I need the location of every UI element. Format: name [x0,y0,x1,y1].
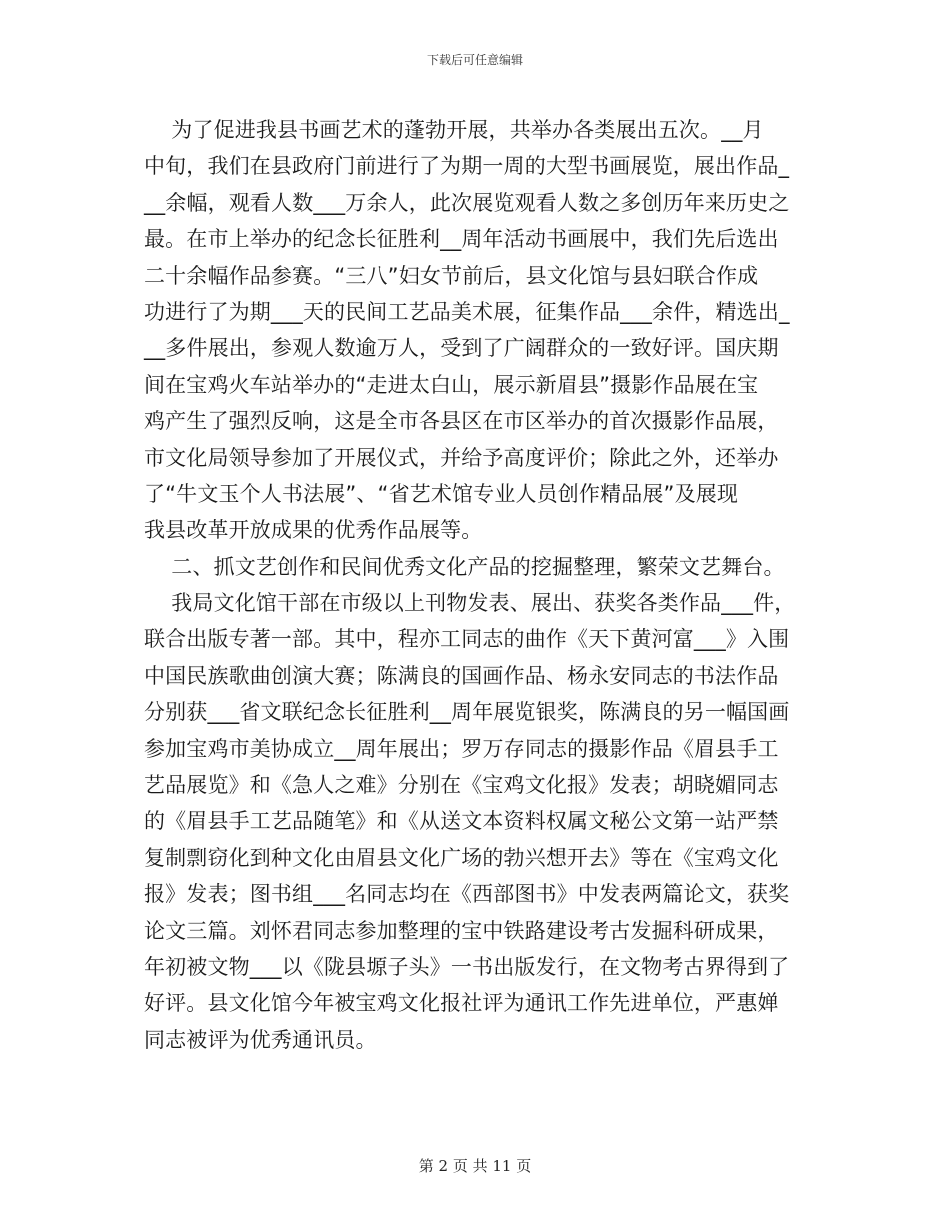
text-line: 分别获___省文联纪念长征胜利__周年展览银奖，陈满良的另一幅国画 [144,700,790,725]
text-line: 我局文化馆干部在市级以上刊物发表、展出、获奖各类作品___件， [144,591,796,616]
text-line: 联合出版专著一部。其中，程亦工同志的曲作《天下黄河富___》入围 [144,627,790,652]
text-line: __多件展出，参观人数逾万人，受到了广阔群众的一致好评。国庆期 [144,336,779,361]
text-line: 二十余幅作品参赛。“三八”妇女节前后，县文化馆与县妇联合作成 [144,263,759,288]
text-line: 功进行了为期___天的民间工艺品美术展，征集作品___余件，精选出_ [144,299,790,324]
text-line: __余幅，观看人数___万余人，此次展览观看人数之多创历年来历史之 [144,190,790,215]
text-line: 了“牛文玉个人书法展”、“省艺术馆专业人员创作精品展”及展现 [144,481,739,506]
text-line: 报》发表；图书组___名同志均在《西部图书》中发表两篇论文，获奖 [144,882,790,907]
text-line: 中旬，我们在县政府门前进行了为期一周的大型书画展览，展出作品_ [144,154,790,179]
document-body [144,112,844,1058]
page-number-footer: 第 2 页 共 11 页 [418,1157,532,1175]
text-line: 市文化局领导参加了开展仪式，并给予高度评价；除此之外，还举办 [144,445,779,470]
text-line: 论文三篇。刘怀君同志参加整理的宝中铁路建设考古发掘科研成果， [144,918,779,943]
page-header-note: 下载后可任意编辑 [426,53,523,67]
text-line: 年初被文物___以《陇县塬子头》一书出版发行，在文物考古界得到了 [144,954,790,979]
section-heading: 二、抓文艺创作和民间优秀文化产品的挖掘整理，繁荣文艺舞台。 [144,554,785,579]
text-line: 鸡产生了强烈反响，这是全市各县区在市区举办的首次摄影作品展， [144,409,779,434]
text-line: 好评。县文化馆今年被宝鸡文化报社评为通讯工作先进单位，严惠婵 [144,991,779,1016]
text-line: 复制剽窃化到种文化由眉县文化广场的勃兴想开去》等在《宝鸡文化 [144,845,779,870]
text-line: 中国民族歌曲创演大赛；陈满良的国画作品、杨永安同志的书法作品 [144,663,779,688]
text-line: 最。在市上举办的纪念长征胜利__周年活动书画展中，我们先后选出 [144,227,779,252]
text-line: 我县改革开放成果的优秀作品展等。 [144,518,483,543]
text-line: 艺品展览》和《急人之难》分别在《宝鸡文化报》发表；胡晓媚同志 [144,773,779,798]
text-line: 同志被评为优秀通讯员。 [144,1027,377,1052]
text-line: 为了促进我县书画艺术的蓬勃开展，共举办各类展出五次。__月 [144,118,764,142]
text-line: 参加宝鸡市美协成立__周年展出；罗万存同志的摄影作品《眉县手工 [144,736,779,761]
text-line: 间在宝鸡火车站举办的“走进太白山，展示新眉县”摄影作品展在宝 [144,372,759,397]
text-line: 的《眉县手工艺品随笔》和《从送文本资料权属文秘公文第一站严禁 [144,809,779,834]
